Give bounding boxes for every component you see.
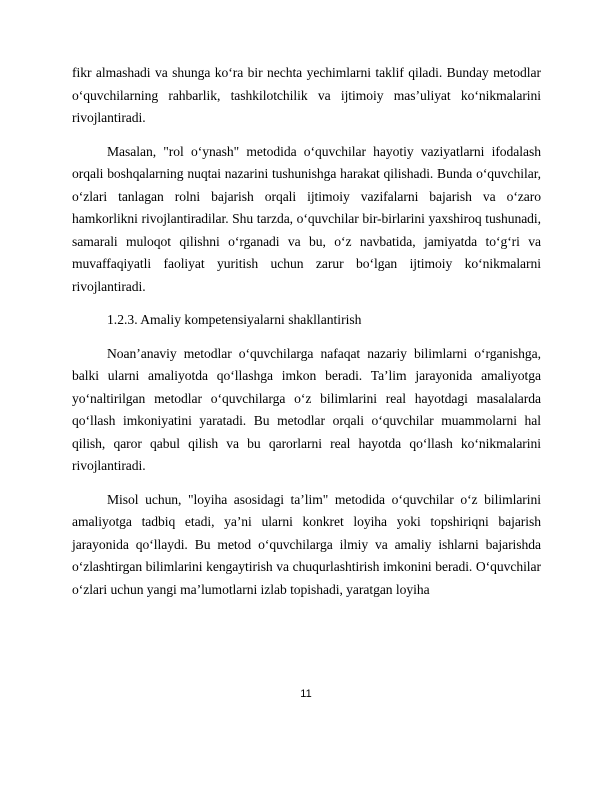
page-number: 11 (300, 688, 312, 700)
section-heading: 1.2.3. Amaliy kompetensiyalarni shakllantirish (107, 312, 362, 327)
paragraph-role-play: Masalan, "rol o‘ynash" metodida o‘quvchilar hayotiy vaziyatlarni ifodalash orqali boshqalarning nuqtai nazarini tushunishga harakat qilishadi. Bunda o‘quvchilar, o‘zlari tanlagan rolni bajarish orqali ijtimoiy vazifalarni bajarish va o‘zaro hamkorlikni rivojlantiradilar. Shu tarzda, o‘quvchilar bir-birlarini yaxshiroq tushunadi, samarali muloqot qilishni o‘rganadi va bu, o‘z navbatida, jamiyatda to‘g‘ri va muvaffaqiyatli faoliyat yuritish uchun zarur bo‘lgan ijtimoiy ko‘nikmalarni rivojlantiradi. (72, 143, 541, 294)
paragraph-project-based-learning: Misol uchun, "loyiha asosidagi ta’lim" metodida o‘quvchilar o‘z bilimlarini amaliyotga tadbiq etadi, ya’ni ularni konkret loyiha yoki topshiriqni bajarish jarayonida qo‘llaydi. Bu metod o‘quvchilarga ilmiy va amaliy ishlarni bajarishda o‘zlashtirgan bilimlarini kengaytirish va chuqurlashtirish imkonini beradi. O‘quvchilar o‘zlari uchun yangi ma’lumotlarni izlab topishadi, yaratgan loyiha (72, 491, 541, 597)
paragraph-continuation: fikr almashadi va shunga ko‘ra bir nechta yechimlarni taklif qiladi. Bunday metodlar o‘quvchilarning rahbarlik, tashkilotchilik va ijtimoiy mas’uliyat ko‘nikmalarini rivojlantiradi. (72, 65, 541, 125)
paragraph-nontraditional-methods: Noan’anaviy metodlar o‘quvchilarga nafaqat nazariy bilimlarni o‘rganishga, balki ularni amaliyotda qo‘llashga imkon beradi. Ta’lim jarayonida amaliyotga yo‘naltirilgan metodlar o‘quvchilarga o‘z bilimlarini real hayotdagi masalalarda qo‘llash imkoniyatini yaratadi. Bu metodlar orqali o‘quvchilar muammolarni hal qilish, qaror qabul qilish va bu qarorlarni real hayotda qo‘llash ko‘nikmalarini rivojlantiradi. (72, 345, 541, 473)
text-column (72, 62, 541, 601)
